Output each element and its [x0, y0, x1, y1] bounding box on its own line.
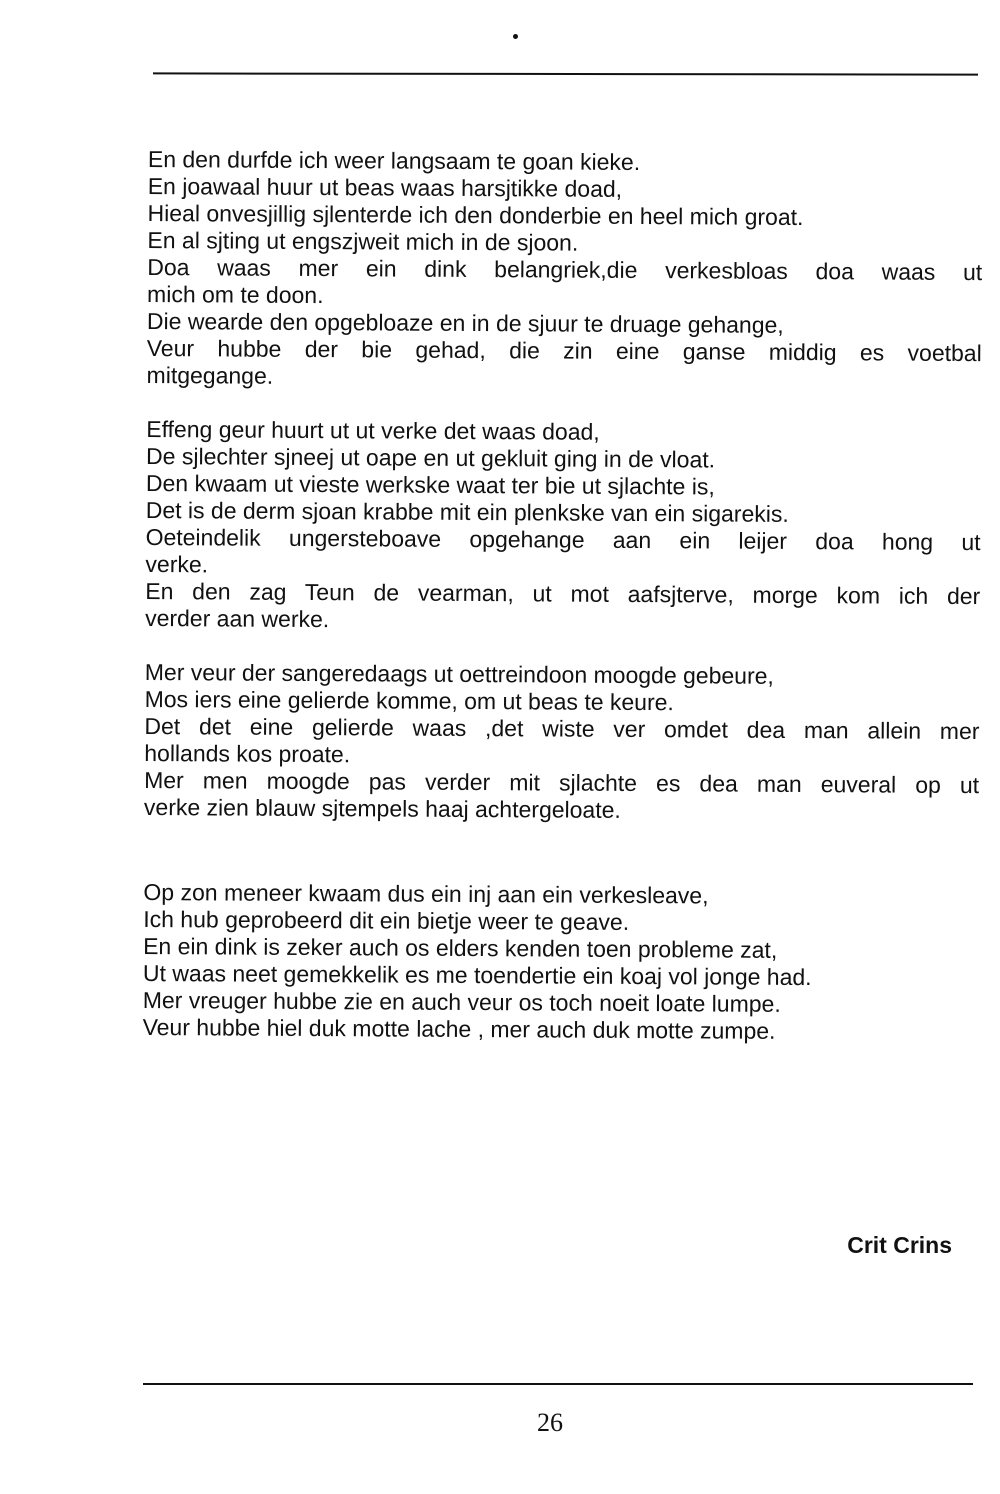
stanza-4	[143, 879, 979, 1046]
poem-line: mich om te doon.	[147, 280, 324, 309]
poem-line: mitgegange.	[146, 361, 274, 389]
poem-line: Mer men moogde pas verder mit sjlachte es dea man euveral op ut	[144, 766, 980, 799]
poem-line: De sjlechter sjneej ut oape en ut gekluit ging in de vloat.	[146, 442, 716, 473]
author-name: Crit Crins	[847, 1232, 952, 1258]
poem-line: En al sjting ut engszjweit mich in de sjoon.	[147, 226, 579, 256]
bottom-rule	[143, 1383, 973, 1385]
poem-line: Veur hubbe hiel duk motte lache , mer auch duk motte zumpe.	[142, 1013, 776, 1044]
poem-line: En den durfde ich weer langsaam te goan kieke.	[147, 146, 641, 176]
header-dot	[513, 34, 518, 39]
poem-line: Ut waas neet gemekkelik es me toendertie ein koaj vol jonge had.	[142, 959, 812, 991]
poem-line: verder aan werke.	[145, 604, 330, 633]
poem-line: Mer veur der sangeredaags ut oettreindoon moogde gebeure,	[144, 658, 774, 689]
poem-line: Op zon meneer kwaam dus ein inj aan ein verkesleave,	[143, 878, 709, 909]
poem-line: Effeng geur huurt ut ut verke det waas doad,	[146, 415, 600, 445]
poem-line: hollands kos proate.	[144, 739, 351, 768]
poem-line: verke.	[145, 550, 209, 578]
poem-line: En den zag Teun de vearman, ut mot aafsjterve, morge kom ich der	[145, 577, 981, 610]
poem-line: Oeteindelik ungersteboave opgehange aan ein leijer doa hong ut	[145, 523, 981, 556]
poem-line: Ich hub geprobeerd dit ein bietje weer te geave.	[143, 905, 630, 935]
poem-line: En ein dink is zeker auch os elders kenden toen probleme zat,	[143, 932, 778, 963]
stanza-2	[145, 416, 981, 637]
poem-line: Det det eine gelierde waas ,det wiste ver omdet dea man allein mer	[144, 712, 980, 745]
poem-line: Veur hubbe der bie gehad, die zin eine ganse middig es voetbal	[146, 334, 982, 367]
poem-line: Die wearde den opgebloaze en in de sjuur te druage gehange,	[146, 307, 784, 338]
poem-line: En joawaal huur ut beas waas harsjtikke doad,	[147, 172, 623, 202]
stanza-1	[147, 146, 983, 394]
poem-body	[142, 146, 983, 1073]
page-number: 26	[537, 1408, 563, 1437]
poem-line: verke zien blauw sjtempels haaj achtergeloate.	[143, 793, 621, 823]
poem-line: Hieal onvesjillig sjlenterde ich den donderbie en heel mich groat.	[147, 199, 804, 231]
poem-line: Det is de derm sjoan krabbe mit ein plenkske van ein sigarekis.	[145, 496, 789, 527]
poem-line: Mos iers eine gelierde komme, om ut beas te keure.	[144, 685, 674, 716]
stanza-3	[144, 659, 980, 826]
poem-line: Mer vreuger hubbe zie en auch veur os toch noeit loate lumpe.	[142, 986, 781, 1017]
poem-line: Den kwaam ut vieste werkske waat ter bie ut sjlachte is,	[145, 469, 715, 500]
poem-line: Doa waas mer ein dink belangriek,die verkesbloas doa waas ut	[147, 253, 983, 286]
top-rule	[153, 72, 978, 75]
